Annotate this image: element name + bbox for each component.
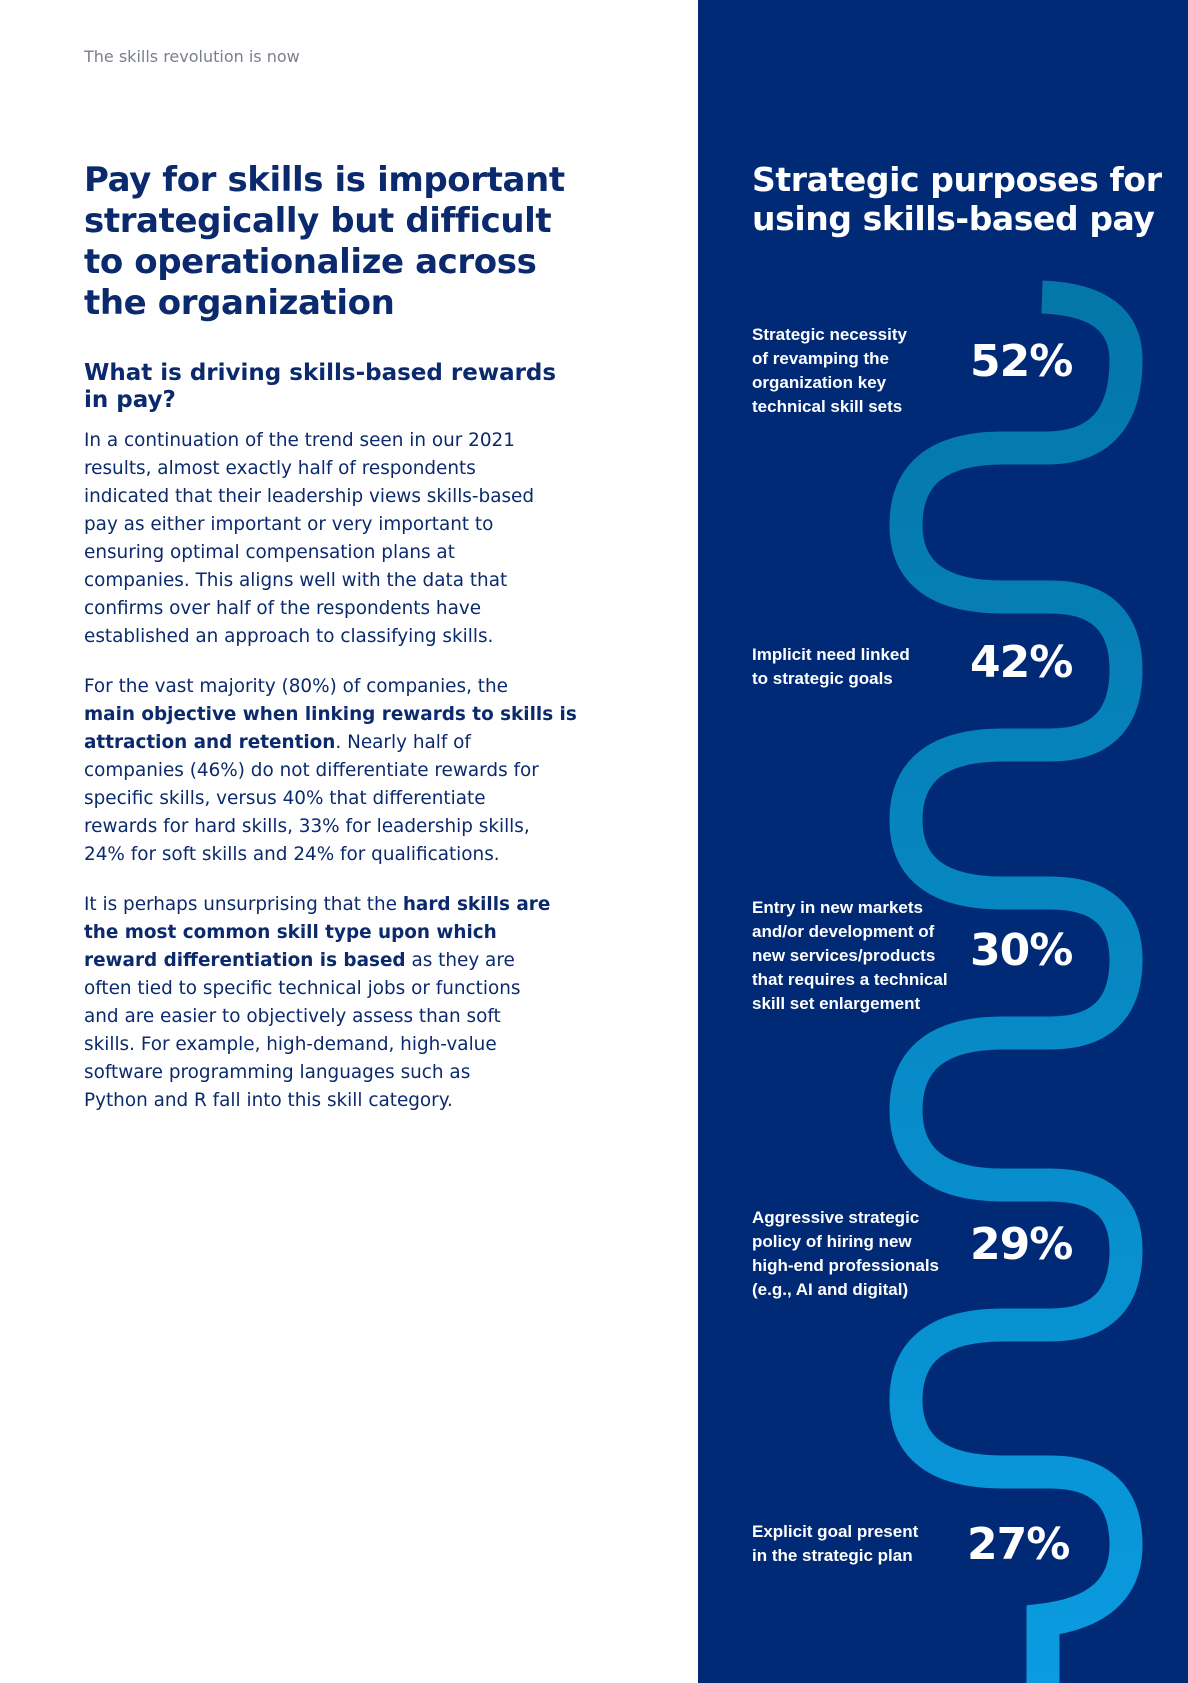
page-title-line: to operationalize across <box>84 242 537 282</box>
paragraph-3 <box>84 891 554 1115</box>
stat-label-4 <box>752 1206 939 1302</box>
stat-label-line: technical skill sets <box>752 397 903 416</box>
stat-label-line: in the strategic plan <box>752 1546 913 1565</box>
text-line: skills. For example, high-demand, high-value <box>84 1034 497 1055</box>
section-heading-line: in pay? <box>84 387 176 413</box>
stat-label-2 <box>752 643 910 691</box>
page-title-line: strategically but difficult <box>84 201 552 241</box>
section-heading-line: What is driving skills-based rewards <box>84 360 557 386</box>
stat-value-2: 42% <box>970 637 1073 688</box>
stat-label-3 <box>752 896 948 1016</box>
text-line: companies (46%) do not differentiate rewards for <box>84 760 539 781</box>
bold-text: main objective when linking rewards to skills is <box>84 704 577 725</box>
text-line: results, almost exactly half of respondents <box>84 458 476 479</box>
stat-label-line: new services/products <box>752 946 936 965</box>
text-line: 24% for soft skills and 24% for qualifications. <box>84 844 500 865</box>
text-line <box>84 891 554 919</box>
text-line: software programming languages such as <box>84 1062 471 1083</box>
text-line: Python and R fall into this skill category. <box>84 1090 453 1111</box>
page-title <box>84 160 565 324</box>
stat-label-line: and/or development of <box>752 922 935 941</box>
stat-label-line: Implicit need linked <box>752 645 910 664</box>
paragraph-2 <box>84 673 577 869</box>
stat-label-line: skill set enlargement <box>752 994 921 1013</box>
text-line: companies. This aligns well with the data that <box>84 570 508 591</box>
text-line: often tied to specific technical jobs or functions <box>84 978 521 999</box>
page-title-line: the organization <box>84 283 395 323</box>
stat-label-line: Explicit goal present <box>752 1522 919 1541</box>
stat-label-line: high-end professionals <box>752 1256 940 1275</box>
stat-label-line: Aggressive strategic <box>752 1208 920 1227</box>
text-line: confirms over half of the respondents have <box>84 598 482 619</box>
stat-label-line: policy of hiring new <box>752 1232 912 1251</box>
text-line: established an approach to classifying skills. <box>84 626 494 647</box>
text-fragment: as they are <box>405 950 515 971</box>
stat-label-line: organization key <box>752 373 887 392</box>
page-title-line: Pay for skills is important <box>84 160 565 200</box>
infographic-title <box>752 160 1162 238</box>
stat-label-5 <box>752 1520 918 1568</box>
text-line: rewards for hard skills, 33% for leadership skills, <box>84 816 530 837</box>
stat-value-5: 27% <box>967 1519 1070 1570</box>
text-line <box>84 729 554 757</box>
text-line: In a continuation of the trend seen in our 2021 <box>84 430 515 451</box>
text-line: For the vast majority (80%) of companies, the <box>84 676 508 697</box>
infographic-title-line: Strategic purposes for <box>752 160 1162 199</box>
stat-value-3: 30% <box>970 925 1073 976</box>
paragraph-1 <box>84 427 554 651</box>
text-line: indicated that their leadership views skills-based <box>84 486 535 507</box>
text-fragment: . Nearly half of <box>335 732 471 753</box>
stat-value-1: 52% <box>970 336 1073 387</box>
section-heading <box>84 360 557 414</box>
text-line: ensuring optimal compensation plans at <box>84 542 455 563</box>
bold-text: the most common skill type upon which <box>84 922 497 943</box>
stat-value-4: 29% <box>970 1219 1073 1270</box>
stat-label-line: Strategic necessity <box>752 325 907 344</box>
wave-path-decoration <box>698 0 1188 1683</box>
bold-text: hard skills are <box>402 894 551 915</box>
stat-label-line: of revamping the <box>752 349 889 368</box>
bold-text: reward differentiation is based <box>84 950 406 971</box>
stat-label-line: (e.g., AI and digital) <box>752 1280 909 1299</box>
stat-label-line: to strategic goals <box>752 669 893 688</box>
text-line <box>84 947 554 975</box>
text-line: and are easier to objectively assess than soft <box>84 1006 501 1027</box>
stat-label-1 <box>752 323 907 419</box>
infographic-panel <box>698 0 1188 1683</box>
text-line: pay as either important or very important to <box>84 514 494 535</box>
stat-label-line: that requires a technical <box>752 970 948 989</box>
running-header: The skills revolution is now <box>84 47 300 66</box>
text-line <box>84 919 554 947</box>
text-line: specific skills, versus 40% that differentiate <box>84 788 486 809</box>
infographic-title-line: using skills-based pay <box>752 199 1155 238</box>
article-column <box>84 160 577 1115</box>
bold-text: attraction and retention <box>84 732 336 753</box>
text-line <box>84 701 577 729</box>
text-fragment: It is perhaps unsurprising that the <box>84 894 403 915</box>
stat-label-line: Entry in new markets <box>752 898 924 917</box>
